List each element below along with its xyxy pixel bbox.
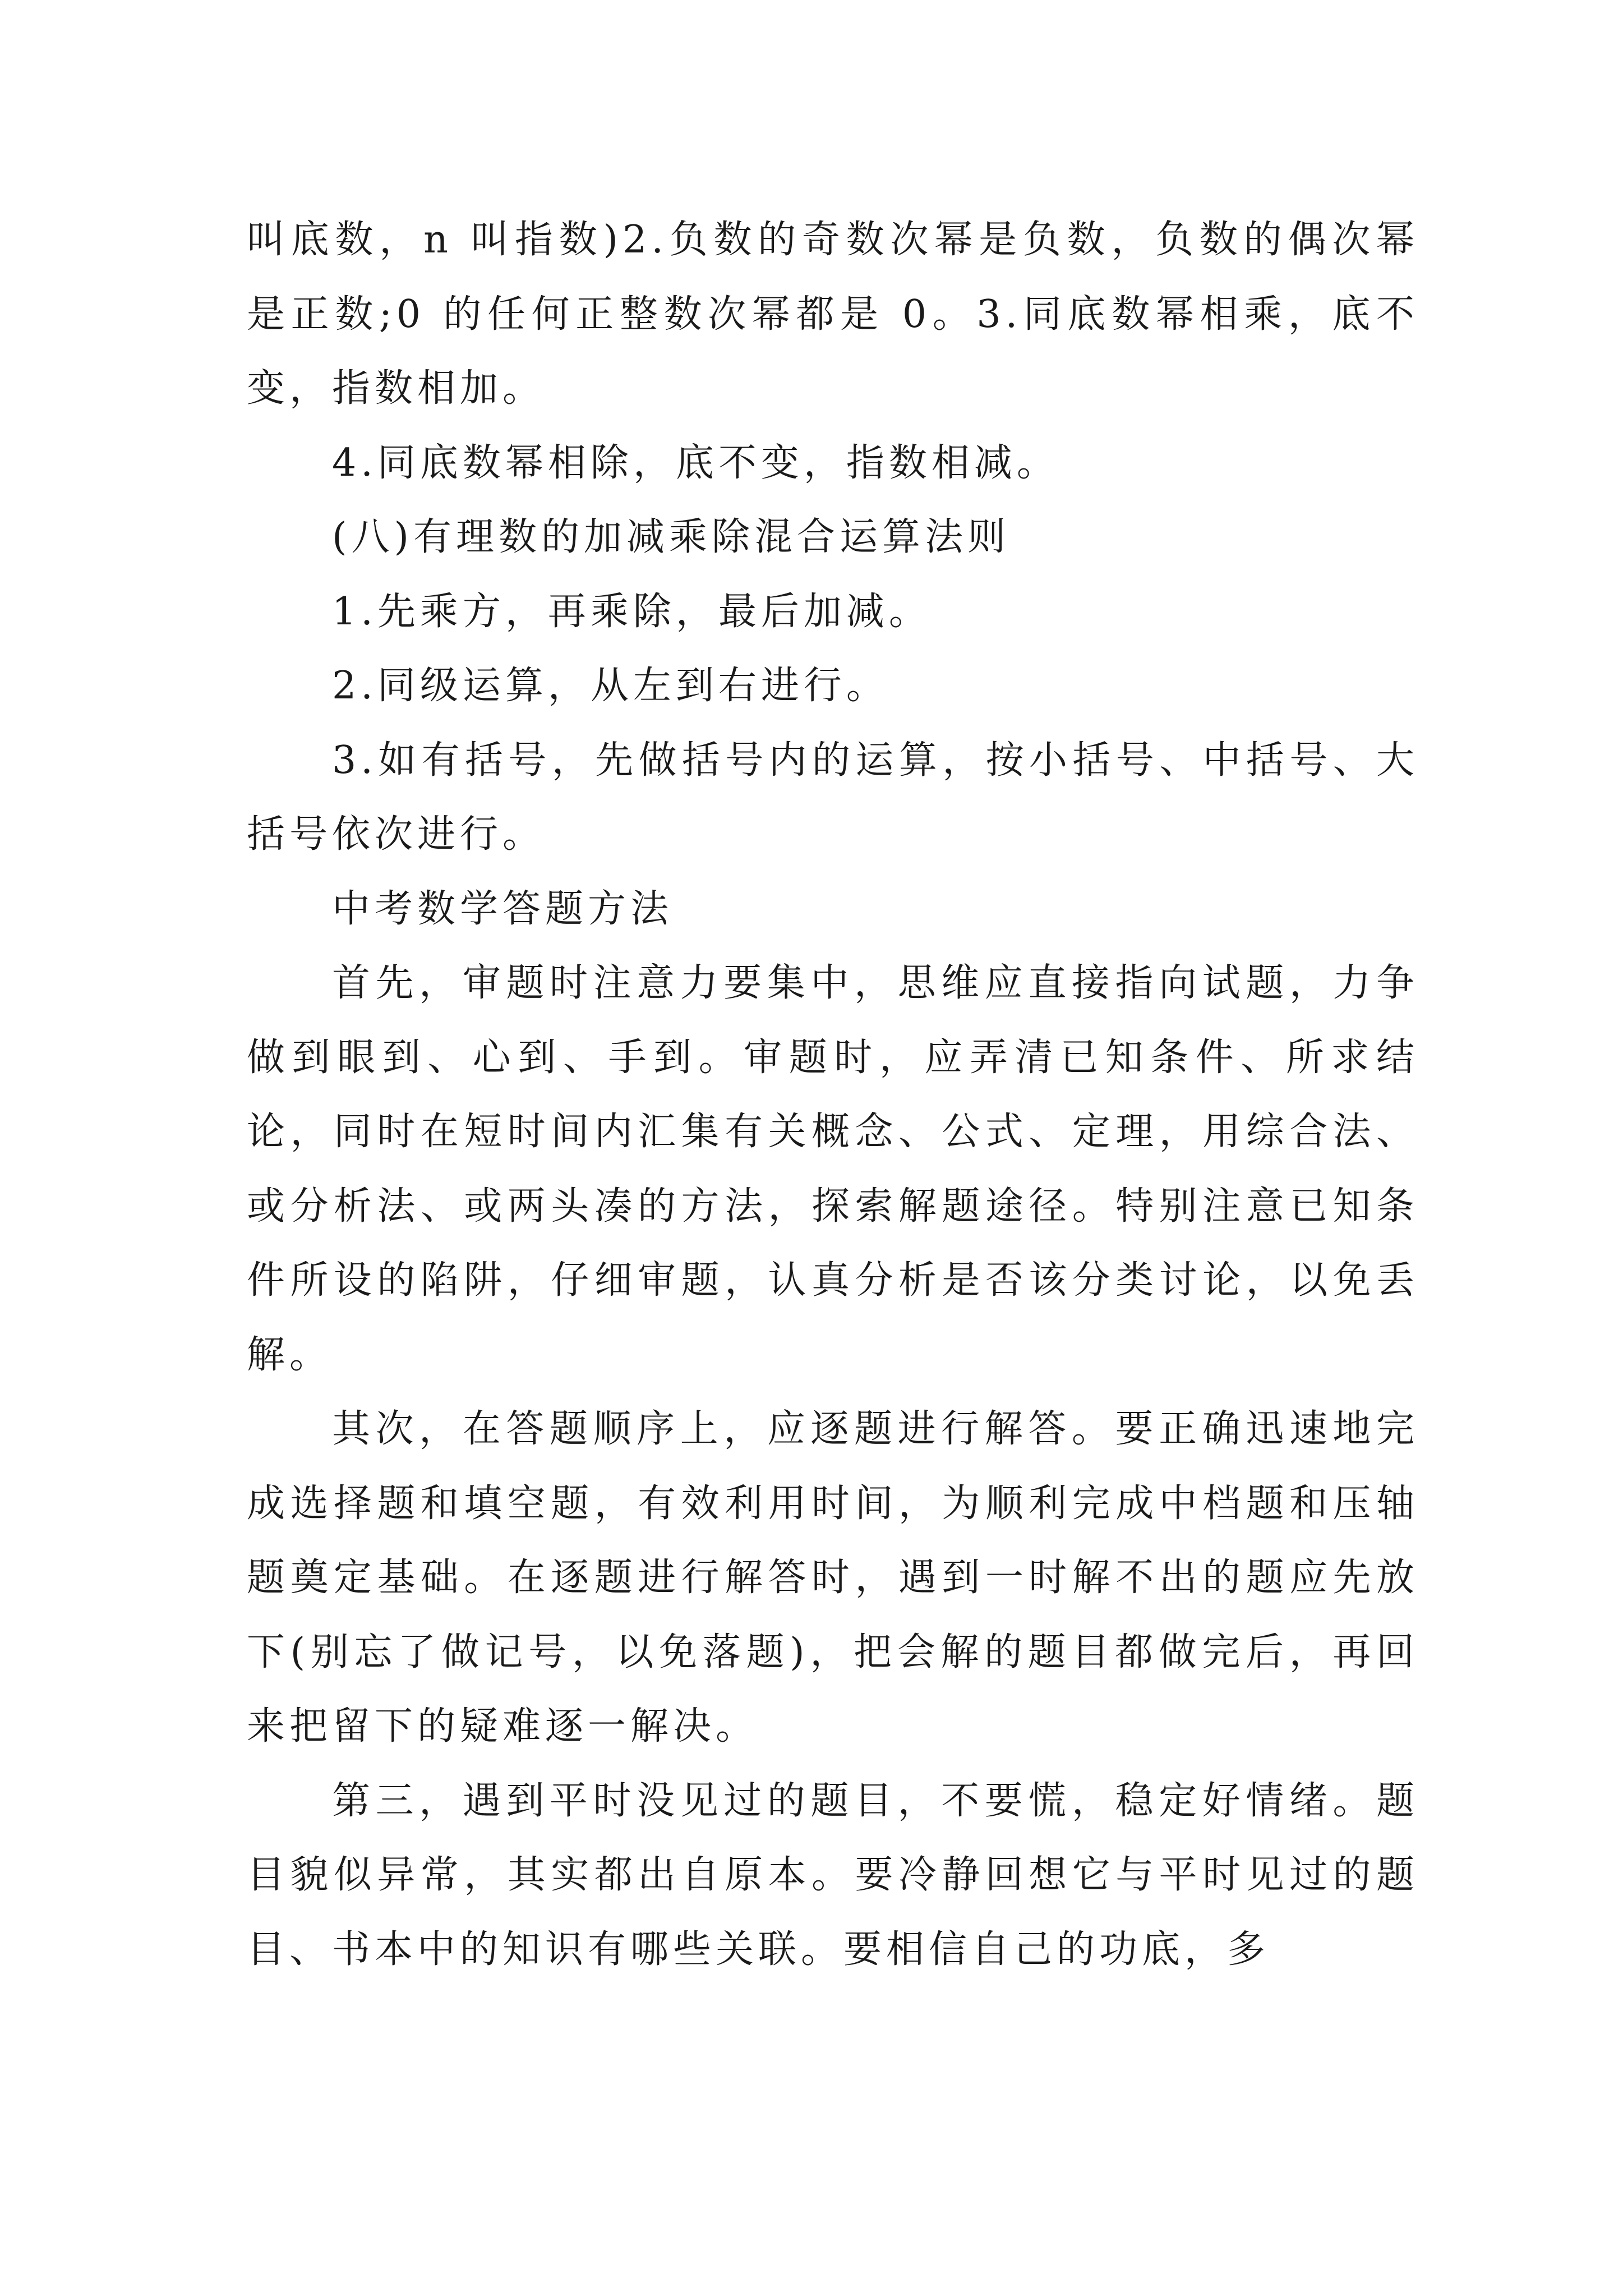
paragraph-operation-rule-1: 1.先乘方，再乘除，最后加减。 (332, 589, 932, 634)
paragraph-third-method: 第三，遇到平时没见过的题目，不要慌，稳定好情绪。题目貌似异常，其实都出自原本。要冷静回想它与平时见过的题目、书本中的知识有哪些关联。要相信自己的功底，多 (247, 1778, 1419, 1972)
paragraph-exponent-rules: 叫底数，n 叫指数)2.负数的奇数次幂是负数，负数的偶次幂是正数;0 的任何正整数次幂都是 0。3.同底数幂相乘，底不变，指数相加。 (247, 218, 1419, 411)
paragraph-second-method: 其次，在答题顺序上，应逐题进行解答。要正确迅速地完成选择题和填空题，有效利用时间，为顺利完成中档题和压轴题奠定基础。在逐题进行解答时，遇到一时解不出的题应先放下(别忘了做记号，以免落题)，把会解的题目都做完后，再回来把留下的疑难逐一解决。 (247, 1407, 1419, 1749)
document-body (247, 203, 1419, 1987)
paragraph-operation-rule-3: 3.如有括号，先做括号内的运算，按小括号、中括号、大括号依次进行。 (247, 738, 1419, 857)
section-heading-exam-methods: 中考数学答题方法 (332, 886, 674, 931)
paragraph-operation-rule-2: 2.同级运算，从左到右进行。 (332, 664, 889, 708)
paragraph-first-method: 首先，审题时注意力要集中，思维应直接指向试题，力争做到眼到、心到、手到。审题时，应弄清已知条件、所求结论，同时在短时间内汇集有关概念、公式、定理，用综合法、或分析法、或两头凑的方法，探索解题途径。特别注意已知条件所设的陷阱，仔细审题，认真分析是否该分类讨论，以免丢解。 (247, 961, 1419, 1377)
section-heading-mixed-operations: (八)有理数的加减乘除混合运算法则 (332, 515, 1011, 559)
paragraph-rule-4: 4.同底数幂相除，底不变，指数相减。 (332, 440, 1059, 485)
